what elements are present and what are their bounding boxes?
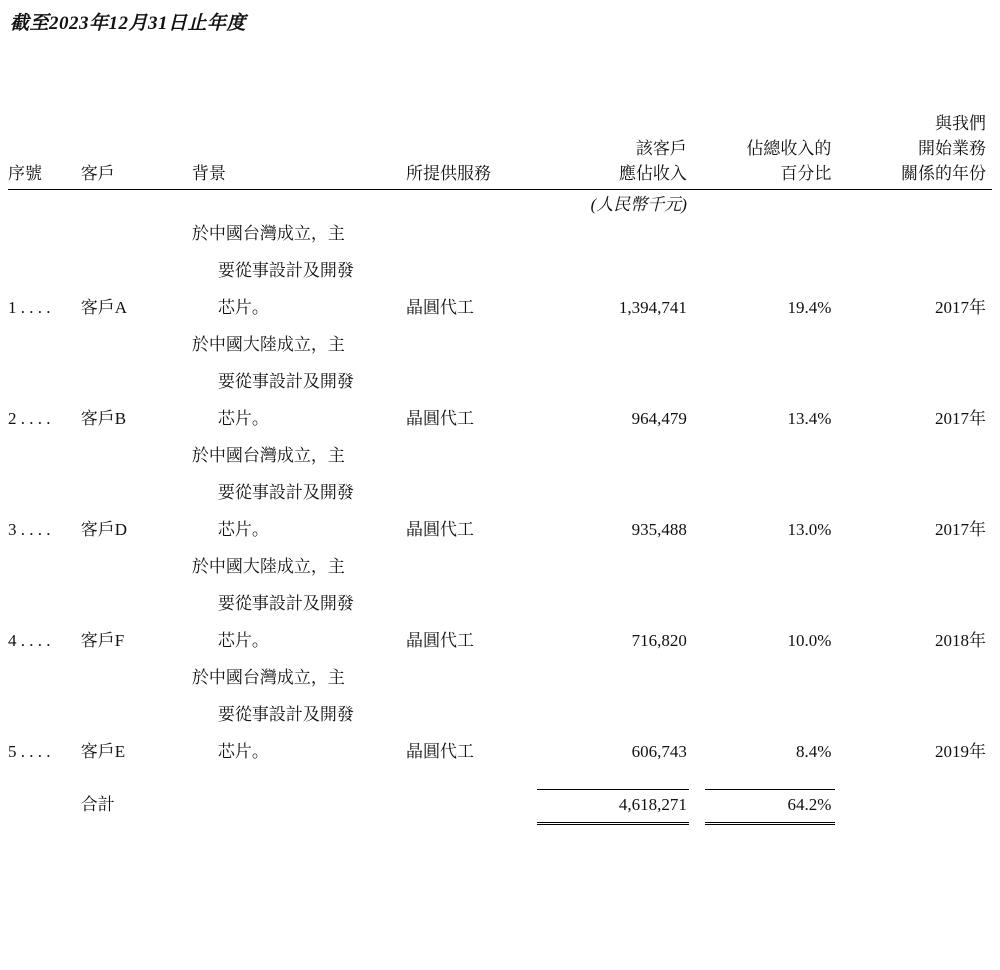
major-customers-table [8, 78, 992, 825]
row-no: 5 . . . . [8, 742, 51, 761]
row-percent: 19.4% [787, 298, 832, 317]
column-header-year-line1: 與我們 [935, 114, 986, 133]
total-percent: 64.2% [787, 795, 832, 814]
row-background-line1: 於中國台灣成立，主 [191, 668, 345, 687]
table-row [8, 215, 992, 326]
total-row [8, 790, 992, 815]
row-revenue: 1,394,741 [618, 298, 687, 317]
row-percent: 13.0% [787, 520, 832, 539]
table-header-row-lower [8, 159, 992, 190]
column-header-year-line2: 開始業務 [918, 139, 986, 158]
row-background-line3: 芯片。 [217, 631, 269, 650]
row-year: 2018年 [935, 631, 986, 650]
row-revenue: 716,820 [631, 631, 687, 650]
row-background-line2: 要從事設計及開發 [217, 372, 354, 391]
column-header-revenue-line1: 該客戶 [635, 139, 687, 158]
row-customer: 客戶D [80, 520, 128, 539]
row-service: 晶圓代工 [406, 742, 475, 761]
table-header-row-upper [8, 134, 992, 159]
row-background-line3: 芯片。 [217, 298, 269, 317]
row-service: 晶圓代工 [406, 298, 475, 317]
row-no: 4 . . . . [8, 631, 51, 650]
row-background-line1: 於中國台灣成立，主 [191, 446, 345, 465]
row-customer: 客戶F [80, 631, 125, 650]
table-header-spacer [8, 78, 992, 134]
row-customer: 客戶B [80, 409, 127, 428]
total-revenue: 4,618,271 [618, 795, 687, 814]
row-background-line1: 於中國大陸成立，主 [191, 557, 345, 576]
row-no: 3 . . . . [8, 520, 51, 539]
row-year: 2019年 [935, 742, 986, 761]
row-background-line2: 要從事設計及開發 [217, 483, 354, 502]
row-background [192, 437, 406, 548]
revenue-total-double-rule [537, 822, 689, 825]
row-service: 晶圓代工 [406, 520, 475, 539]
row-service: 晶圓代工 [406, 409, 475, 428]
row-background [192, 548, 406, 659]
row-background-line2: 要從事設計及開發 [217, 261, 354, 280]
row-year: 2017年 [935, 298, 986, 317]
column-header-percent-line1: 佔總收入的 [746, 139, 832, 158]
column-header-background: 背景 [192, 159, 406, 190]
table-row [8, 659, 992, 770]
row-service: 晶圓代工 [406, 631, 475, 650]
column-header-no: 序號 [8, 159, 81, 190]
row-background-line1: 於中國台灣成立，主 [191, 224, 345, 243]
row-background [192, 326, 406, 437]
row-background-line2: 要從事設計及開發 [217, 705, 354, 724]
row-revenue: 964,479 [631, 409, 687, 428]
row-revenue: 606,743 [631, 742, 687, 761]
column-header-service: 所提供服務 [406, 159, 537, 190]
row-background [192, 659, 406, 770]
row-background-line3: 芯片。 [217, 409, 269, 428]
row-no: 1 . . . . [8, 298, 51, 317]
row-background-line1: 於中國大陸成立，主 [191, 335, 345, 354]
currency-unit-note: (人民幣千元) [590, 195, 687, 214]
table-row [8, 437, 992, 548]
currency-unit-row [8, 190, 992, 216]
table-row [8, 548, 992, 659]
column-header-revenue-line2: 應佔收入 [537, 159, 689, 190]
row-customer: 客戶E [80, 742, 126, 761]
row-year: 2017年 [935, 409, 986, 428]
row-background [192, 215, 406, 326]
row-year: 2017年 [935, 520, 986, 539]
row-background-line2: 要從事設計及開發 [217, 594, 354, 613]
row-percent: 13.4% [787, 409, 832, 428]
table-row [8, 326, 992, 437]
column-header-customer: 客戶 [81, 159, 192, 190]
row-background-line3: 芯片。 [217, 520, 269, 539]
row-no: 2 . . . . [8, 409, 51, 428]
percent-total-double-rule [705, 822, 835, 825]
row-background-line3: 芯片。 [217, 742, 269, 761]
page-title: 截至2023年12月31日止年度 [10, 13, 247, 34]
total-label: 合計 [80, 795, 115, 814]
total-double-rule-row [8, 815, 992, 825]
row-percent: 10.0% [787, 631, 832, 650]
row-customer: 客戶A [80, 298, 128, 317]
column-header-year-line3: 關係的年份 [835, 159, 992, 190]
subtotal-rule-row [8, 770, 992, 790]
row-percent: 8.4% [795, 742, 832, 761]
row-revenue: 935,488 [631, 520, 687, 539]
column-header-percent-line2: 百分比 [689, 159, 835, 190]
